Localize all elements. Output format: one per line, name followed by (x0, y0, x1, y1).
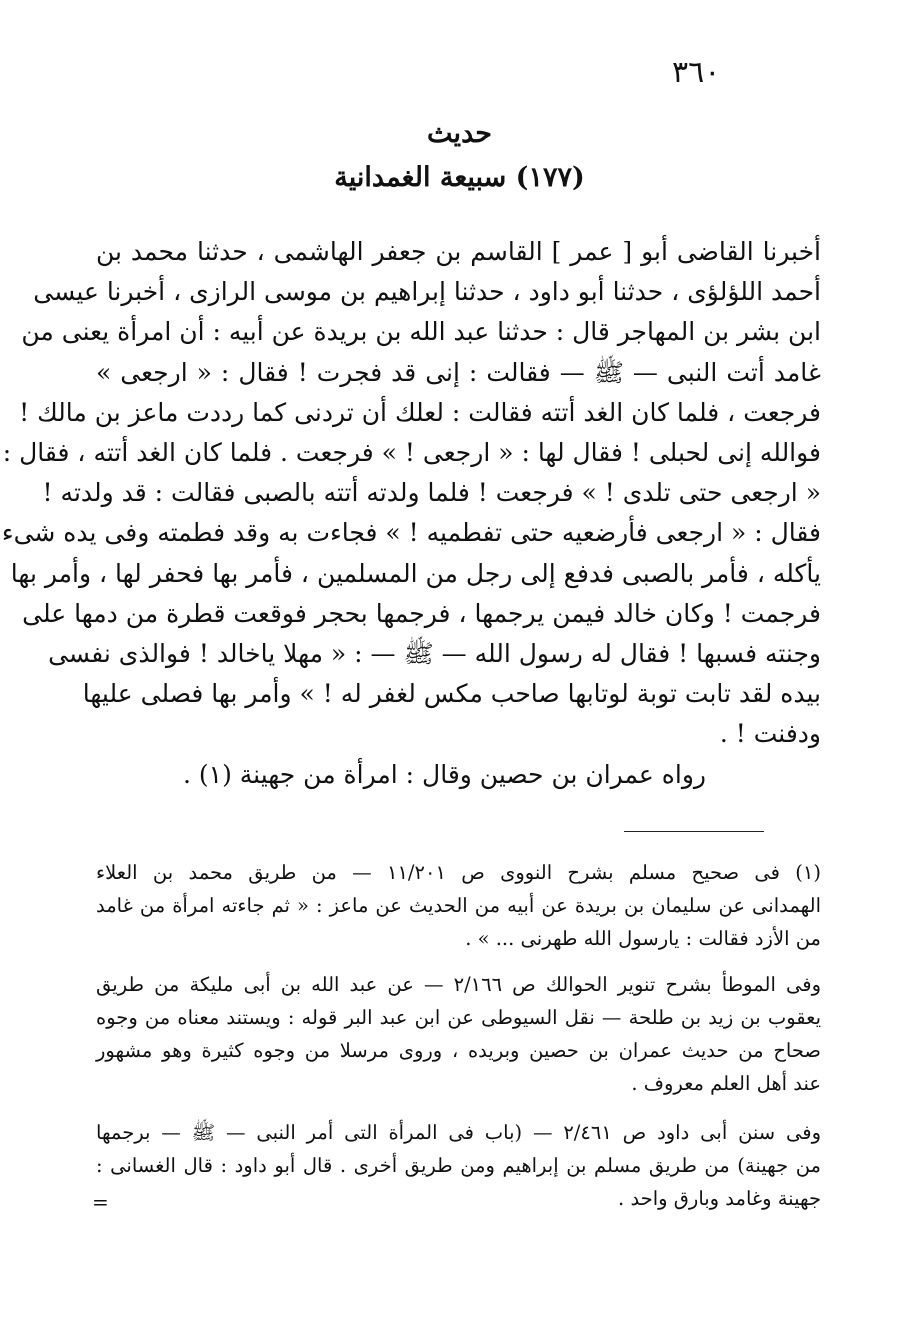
footnote-line: الهمدانى عن سليمان بن بريدة عن أبيه من الحديث عن ماعز : « ثم جاءته امرأة من غامد (96, 894, 821, 917)
hadith-title: (١٧٧) سبيعة الغمدانية (334, 162, 585, 193)
footnote-separator (624, 831, 764, 832)
footnote-line: وفى الموطأ بشرح تنوير الحوالك ص ٢/١٦٦ — عن عبد الله بن أبى مليكة من طريق (96, 973, 821, 996)
text-line: فرجعت ، فلما كان الغد أتته فقالت : لعلك أن تردنى كما رددت ماعز بن مالك ! (19, 397, 821, 427)
text-line: يأكله ، فأمر بالصبى فدفع إلى رجل من المسلمين ، فأمر بها فحفر لها ، وأمر بها (10, 558, 821, 588)
text-line: فوالله إنى لحبلى ! فقال لها : « ارجعى ! » فرجعت . فلما كان الغد أتته ، فقال : (2, 438, 821, 468)
footnote-2 (96, 968, 821, 1100)
text-line: غامد أتت النبى — ﷺ — فقالت : إنى قد فجرت ! فقال : « ارجعى » (96, 357, 821, 387)
page-number: ٣٦٠ (672, 55, 721, 90)
text-line: ابن بشر بن المهاجر قال : حدثنا عبد الله بن بريدة عن أبيه : أن امرأة يعنى من (21, 317, 821, 347)
footnote-line: جهينة وغامد وبارق واحد . (618, 1187, 821, 1210)
footnote-3 (96, 1116, 821, 1215)
footnote-line: عند أهل العلم معروف . (631, 1072, 821, 1095)
text-line: أحمد اللؤلؤى ، حدثنا أبو داود ، حدثنا إبراهيم بن موسى الرازى ، أخبرنا عيسى (33, 277, 821, 307)
footnote-line: صحاح من حديث عمران بن حصين وبريده ، وروى مرسلا من وجوه كثيرة وهو مشهور (96, 1039, 821, 1062)
text-line: « ارجعى حتى تلدى ! » فرجعت ! فلما ولدته أتته بالصبى فقالت : قد ولدته ! (42, 478, 821, 508)
hadith-text (1, 232, 821, 755)
text-line: فرجمت ! وكان خالد فيمن يرجمها ، فرجمها بحجر فوقعت قطرة من دمها على (22, 598, 821, 628)
footnote-line: يعقوب بن زيد بن طلحة — نقل السيوطى عن ابن عبد البر قوله : ويستند معناه من وجوه (96, 1006, 821, 1029)
text-line: فقال : « ارجعى فأرضعيه حتى تفطميه ! » فجاءت به وقد فطمته وفى يده شىء (1, 518, 821, 548)
margin-marker: = (92, 1190, 109, 1214)
footnote-1 (96, 856, 821, 955)
section-heading: حديث (427, 118, 492, 149)
narration-line: رواه عمران بن حصين وقال : امرأة من جهينة (١) . (182, 760, 706, 789)
text-line: أخبرنا القاضى أبو [ عمر ] القاسم بن جعفر الهاشمى ، حدثنا محمد بن (96, 237, 821, 266)
footnote-line: (١) فى صحيح مسلم بشرح النووى ص ١١/٢٠١ — من طريق محمد بن العلاء (96, 861, 821, 884)
footnote-line: من جهينة) من طريق مسلم بن إبراهيم ومن طريق أخرى . قال أبو داود : قال الغسانى : (96, 1154, 821, 1177)
text-line: وجنته فسبها ! فقال له رسول الله — ﷺ — : « مهلا ياخالد ! فوالذى نفسى (48, 639, 821, 669)
text-line: ودفنت ! . (719, 719, 821, 749)
text-line: بيده لقد تابت توبة لوتابها صاحب مكس لغفر له ! » وأمر بها فصلى عليها (82, 679, 821, 709)
footnote-line: وفى سنن أبى داود ص ٢/٤٦١ — (باب فى المرأة التى أمر النبى — ﷺ — برجمها (96, 1121, 821, 1144)
footnote-line: من الأزد فقالت : يارسول الله طهرنى ... » . (465, 927, 821, 950)
